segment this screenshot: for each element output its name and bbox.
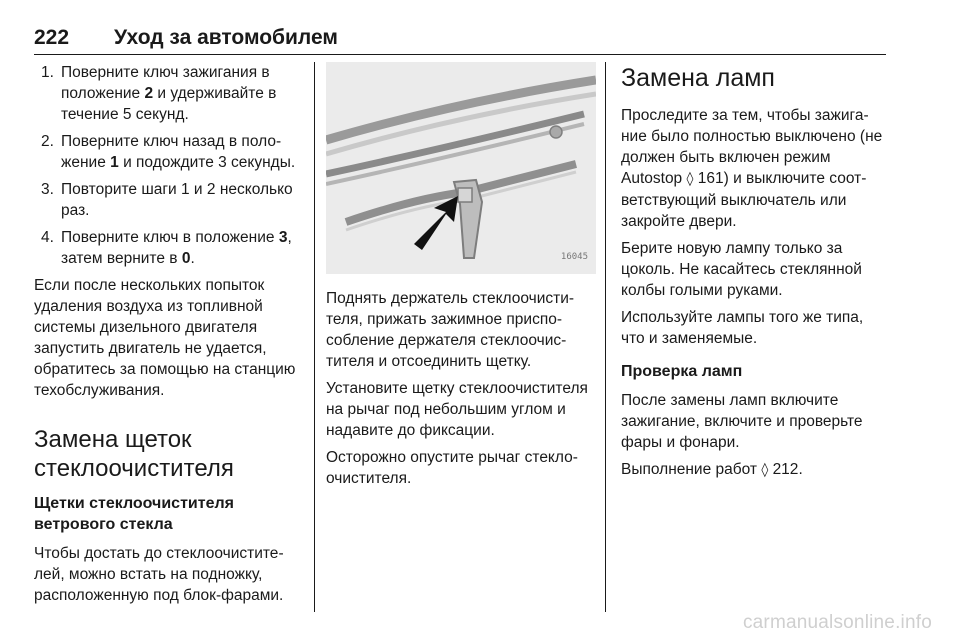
paragraph: Проследите за тем, чтобы зажигание было полностью выключено (не должен быть включен режим Autostop ◊ 161) и выключите соответствующий выключатель или закройте двери. [621, 107, 883, 230]
page-number: 222 [34, 26, 70, 49]
subsection-heading: Щетки стеклоочистителя ветрового стекла [34, 495, 234, 533]
column-divider [605, 62, 606, 612]
clip [458, 188, 472, 202]
column-3 [621, 62, 889, 487]
paragraph: Осторожно опустите рычаг стеклоочистителя. [326, 449, 578, 487]
section-heading: Замена щеток стеклоочистителя [34, 426, 234, 482]
column-2 [326, 62, 594, 495]
paragraph: После замены ламп включите зажигание, включите и проверьте фары и фонари. [621, 392, 863, 451]
paragraph: Чтобы достать до стеклоочистителей, можно встать на подножку, расположенную под блок-фарами. [34, 545, 284, 604]
page-title: Уход за автомобилем [114, 26, 338, 49]
paragraph: Используйте лампы того же типа, что и заменяемые. [621, 309, 864, 347]
list-item: 2. Поверните ключ назад в положение 1 и подождите 3 секунды. [41, 133, 296, 171]
steps-list [34, 62, 302, 269]
watermark: carmanualsonline.info [742, 612, 932, 633]
figure-id: 16045 [560, 252, 588, 262]
page-ref-link[interactable]: 161 [697, 170, 724, 187]
wiper-illustration [326, 62, 596, 274]
section-heading: Замена ламп [621, 64, 775, 92]
list-item: 4. Поверните ключ в положение 3, затем верните в 0. [41, 229, 292, 267]
page-header [34, 26, 886, 55]
paragraph: Выполнение работ ◊ 212. [621, 461, 803, 478]
list-item: 1. Поверните ключ зажигания в положение 2 и удерживайте в течение 5 секунд. [41, 64, 277, 123]
wiper-drawing [326, 62, 596, 274]
paragraph: Установите щетку стеклоочистителя на рычаг под небольшим углом и надавите до фиксации. [326, 380, 588, 439]
subsection-heading: Проверка ламп [621, 363, 743, 380]
column-divider [314, 62, 315, 612]
list-item: 3. Повторите шаги 1 и 2 несколько раз. [41, 181, 293, 219]
page-ref-icon: ◊ [761, 462, 769, 478]
paragraph: Поднять держатель стеклоочистителя, прижать зажимное приспособление держателя стеклоочистителя и отсоединить щетку. [326, 290, 575, 370]
pivot [550, 126, 562, 138]
page-ref-icon: ◊ [686, 171, 694, 187]
page-ref-link[interactable]: 212 [772, 461, 799, 478]
column-1 [34, 62, 302, 612]
paragraph: Берите новую лампу только за цоколь. Не касайтесь стеклянной колбы голыми руками. [621, 240, 862, 299]
paragraph: Если после нескольких попыток удаления воздуха из топливной системы дизельного двигателя запустить двигатель не удается, обратитесь за помощью на станцию техобслуживания. [34, 277, 296, 399]
